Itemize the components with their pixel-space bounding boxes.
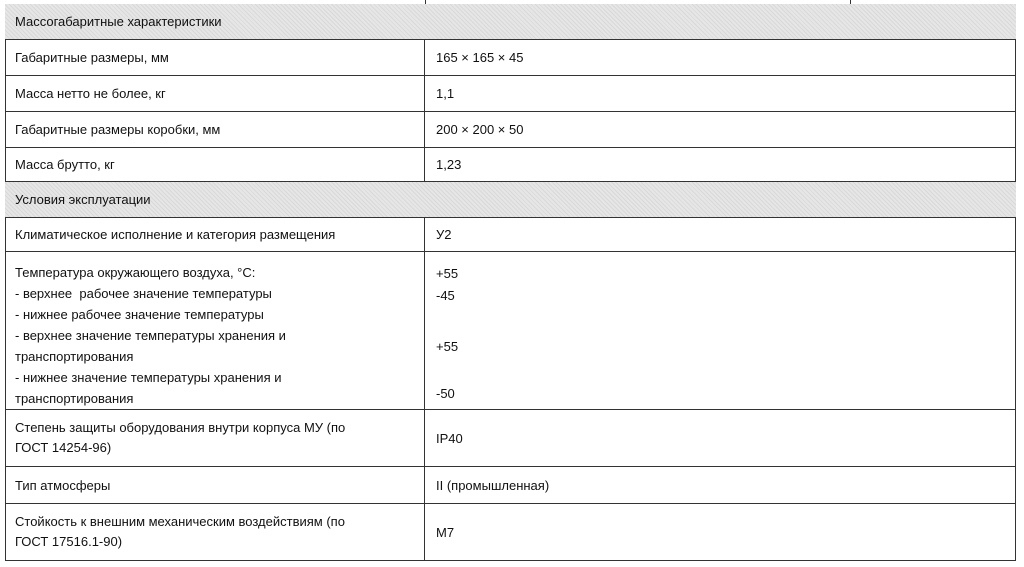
- table-row: [5, 76, 1016, 112]
- table-row: [5, 148, 1016, 182]
- row-value: 165 × 165 × 45: [436, 50, 524, 65]
- row-label: Масса брутто, кг: [5, 148, 425, 181]
- table-row: [5, 218, 1016, 252]
- row-label: Габаритные размеры коробки, мм: [5, 112, 425, 147]
- label-line: - нижнее значение температуры хранения и: [15, 370, 282, 385]
- table-row: [5, 112, 1016, 148]
- row-value: -45: [436, 288, 455, 303]
- label-line: - нижнее рабочее значение температуры: [15, 307, 264, 322]
- label-line: Степень защиты оборудования внутри корпуса МУ (по: [15, 420, 346, 435]
- label-line: ГОСТ 14254-96): [15, 440, 112, 455]
- row-value: 200 × 200 × 50: [436, 122, 524, 137]
- row-value: 1,1: [436, 86, 455, 101]
- row-value: IP40: [436, 430, 463, 446]
- row-value: II (промышленная): [436, 477, 550, 493]
- label-line: Стойкость к внешним механическим воздействиям (по: [15, 514, 345, 529]
- row-label: [5, 252, 425, 409]
- row-label: Масса нетто не более, кг: [5, 76, 425, 111]
- row-value: 1,23: [436, 157, 462, 172]
- table-row-temperature: [5, 252, 1016, 410]
- table-row: [5, 467, 1016, 504]
- section-title: Массогабаритные характеристики: [15, 14, 222, 29]
- label-line: Температура окружающего воздуха, °С:: [15, 265, 256, 280]
- table-row: [5, 40, 1016, 76]
- row-values: [425, 252, 1016, 409]
- table-row: [5, 504, 1016, 561]
- row-value: У2: [436, 227, 452, 242]
- row-value: +55: [436, 339, 459, 354]
- row-label: Климатическое исполнение и категория размещения: [5, 218, 425, 251]
- row-label: [5, 504, 425, 560]
- row-value: М7: [436, 524, 455, 540]
- label-line: - верхнее рабочее значение температуры: [15, 286, 272, 301]
- row-label: Тип атмосферы: [5, 467, 425, 503]
- section-header-operating-conditions: [5, 182, 1016, 218]
- row-label: [5, 410, 425, 466]
- label-line: транспортирования: [15, 391, 134, 406]
- label-line: ГОСТ 17516.1-90): [15, 534, 123, 549]
- specifications-table: [5, 0, 1016, 567]
- section-title: Условия эксплуатации: [15, 192, 151, 207]
- table-row: [5, 410, 1016, 467]
- label-line: транспортирования: [15, 349, 134, 364]
- row-label: Габаритные размеры, мм: [5, 40, 425, 75]
- label-line: - верхнее значение температуры хранения и: [15, 328, 286, 343]
- section-header-dimensions: [5, 4, 1016, 40]
- row-value: +55: [436, 266, 459, 281]
- row-value: -50: [436, 386, 455, 401]
